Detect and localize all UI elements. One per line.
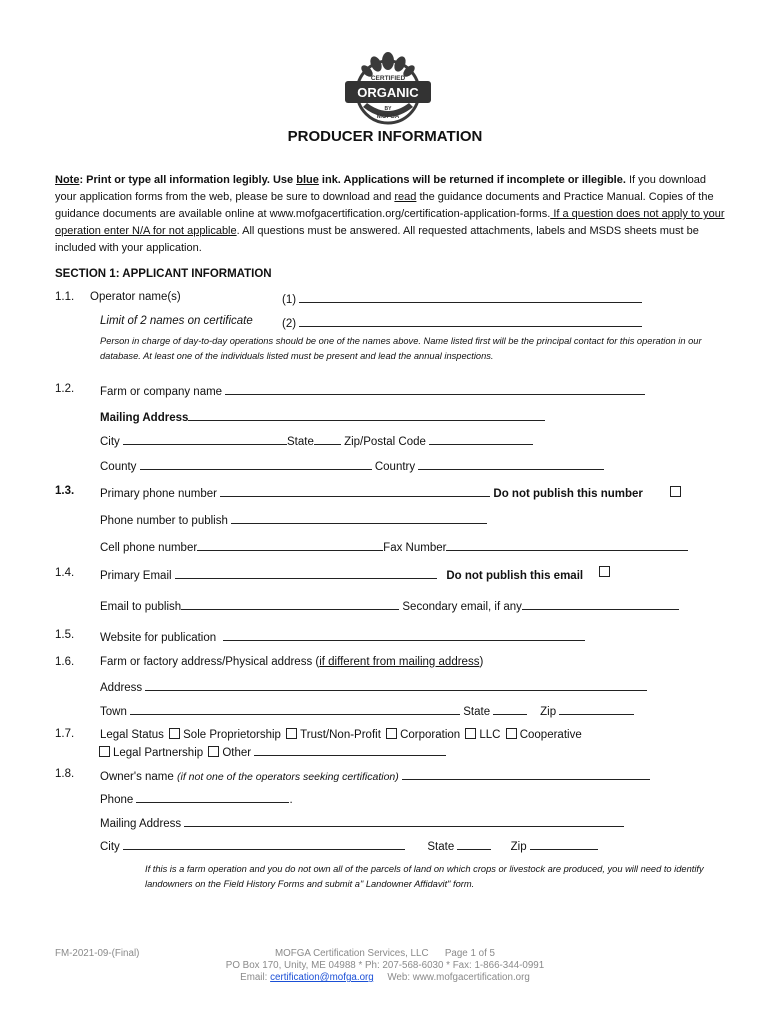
footer-page-number: Page 1 of 5 — [444, 948, 495, 959]
phone-publish-field[interactable] — [100, 512, 487, 527]
town-label: Town — [100, 706, 127, 718]
owner-phone-label: Phone — [100, 794, 134, 806]
corporation-checkbox[interactable] — [386, 728, 397, 739]
owner-state-label: State — [427, 841, 455, 853]
other-label: Other — [222, 747, 252, 759]
q1-2-number: 1.2. — [55, 383, 75, 395]
owner-phone-end: . — [289, 794, 293, 806]
primary-email-label: Primary Email — [100, 570, 172, 582]
owner-phone-field[interactable] — [100, 791, 293, 806]
note-text-a: If you download your application forms from the web, please be sure to download and — [55, 174, 707, 203]
address-label: Address — [100, 682, 143, 694]
legal-status-label: Legal Status — [100, 729, 164, 741]
q1-4-number: 1.4. — [55, 567, 75, 579]
legal-partnership-checkbox[interactable] — [99, 746, 110, 757]
owner-name-hint: (if not one of the operators seeking certification) — [176, 771, 399, 783]
llc-checkbox[interactable] — [465, 728, 476, 739]
owner-zip-label: Zip — [510, 841, 527, 853]
physical-address-label — [100, 656, 483, 668]
footer-web: Web: www.mofgacertification.org — [387, 972, 530, 983]
limit-names-label: Limit of 2 names on certificate — [100, 315, 253, 327]
town-state-zip-row[interactable] — [100, 703, 634, 718]
owner-city-label: City — [100, 841, 120, 853]
slot-2-label: (2) — [282, 318, 297, 330]
operator-name-1-field[interactable] — [282, 291, 642, 306]
email-publish-row[interactable] — [100, 598, 679, 613]
mailing-address-field[interactable] — [100, 409, 545, 424]
section-heading: SECTION 1: APPLICANT INFORMATION — [55, 268, 272, 280]
physical-address-label-u: if different from mailing address — [319, 656, 480, 668]
operator-name-label: Operator name(s) — [90, 291, 181, 303]
logo-mofga-text: MOFGA — [376, 114, 400, 120]
note-label: Note — [55, 174, 80, 186]
note-read: read — [394, 191, 417, 203]
footer-form-id: FM-2021-09-(Final) — [55, 948, 140, 959]
footer-email-label: Email: — [240, 972, 268, 983]
email-publish-label: Email to publish — [100, 601, 182, 613]
instructions-note — [55, 172, 727, 257]
sole-proprietorship-label: Sole Proprietorship — [183, 729, 281, 741]
trust-nonprofit-label: Trust/Non-Profit — [300, 729, 381, 741]
country-label: Country — [374, 461, 416, 473]
owner-city-state-zip-row[interactable] — [100, 838, 598, 853]
city-state-zip-row[interactable] — [100, 433, 533, 448]
primary-phone-field[interactable] — [100, 485, 643, 500]
q1-8-number: 1.8. — [55, 768, 75, 780]
landowner-note: If this is a farm operation and you do not own all of the parcels of land on which crops or livestock are produced, you will need to identify landowners on the Field History Forms and submit a" Landowner Affidavit" form. — [145, 864, 704, 889]
note-bold-b: ink. Applications will be returned if incomplete or illegible. — [318, 174, 626, 186]
q1-7-number: 1.7. — [55, 728, 75, 740]
phys-state-label: State — [463, 706, 491, 718]
physical-address-label-b: ) — [479, 656, 484, 668]
website-label: Website for publication — [100, 632, 217, 644]
county-country-row[interactable] — [100, 458, 604, 473]
primary-email-field[interactable] — [100, 567, 583, 582]
primary-phone-label: Primary phone number — [100, 488, 217, 500]
operator-name-2-field[interactable] — [282, 315, 642, 330]
q1-3-number: 1.3. — [55, 485, 75, 497]
zip-label: Zip/Postal Code — [344, 436, 426, 448]
owner-name-label: Owner's name — [100, 771, 174, 783]
legal-status-row-1 — [100, 728, 582, 741]
owner-mailing-field[interactable] — [100, 815, 624, 830]
mailing-address-label: Mailing Address — [100, 412, 189, 424]
city-label: City — [100, 436, 120, 448]
physical-address-label-a: Farm or factory address/Physical address ( — [100, 656, 320, 668]
website-field[interactable] — [100, 629, 585, 644]
secondary-email-label: Secondary email, if any — [402, 601, 522, 613]
state-label: State — [287, 436, 314, 448]
logo-organic-text: ORGANIC — [357, 85, 419, 100]
note-na-instruction: If a question does not apply to your operation enter N/A for not applicable — [55, 208, 725, 237]
mofga-certified-organic-logo — [343, 47, 433, 127]
fax-label: Fax Number — [383, 542, 447, 554]
logo-certified-text: CERTIFIED — [370, 75, 406, 82]
note-blue: blue — [296, 174, 319, 186]
phone-publish-label: Phone number to publish — [100, 515, 228, 527]
no-publish-email-checkbox[interactable] — [599, 566, 610, 577]
note-bold-a: : Print or type all information legibly. Use — [79, 174, 297, 186]
page-title: PRODUCER INFORMATION — [287, 128, 483, 145]
footer-org: MOFGA Certification Services, LLC — [275, 948, 429, 959]
owner-mailing-label: Mailing Address — [100, 818, 182, 830]
no-publish-email-label: Do not publish this email — [446, 570, 584, 582]
no-publish-phone-label: Do not publish this number — [493, 488, 643, 500]
logo-by-text: BY — [384, 106, 392, 112]
farm-name-field[interactable] — [100, 383, 645, 398]
cooperative-label: Cooperative — [519, 729, 582, 741]
corporation-label: Corporation — [400, 729, 461, 741]
physical-address-field[interactable] — [100, 679, 647, 694]
legal-status-row-2 — [97, 744, 446, 759]
slot-1-label: (1) — [282, 294, 297, 306]
footer-email-link[interactable]: certification@mofga.org — [270, 972, 374, 983]
operator-note: Person in charge of day-to-day operations should be one of the names above. Name listed first will be the principal contact for this operation in our database. At least one of the individuals listed must be present and lead the annual inspections. — [100, 336, 702, 361]
cooperative-checkbox[interactable] — [506, 728, 517, 739]
footer-line-1 — [0, 948, 770, 959]
phys-zip-label: Zip — [540, 706, 557, 718]
legal-partnership-label: Legal Partnership — [113, 747, 204, 759]
cell-phone-label: Cell phone number — [100, 542, 198, 554]
no-publish-phone-checkbox[interactable] — [670, 486, 681, 497]
footer-address: PO Box 170, Unity, ME 04988 * Ph: 207-568-6030 * Fax: 1-866-344-0991 — [225, 960, 545, 971]
farm-name-label: Farm or company name — [100, 386, 223, 398]
note-text-b: the guidance documents and Practice Manual. Copies of the guidance documents are available online at www.mofgacertification.org/certification-application-forms. — [55, 191, 714, 220]
q1-6-number: 1.6. — [55, 656, 75, 668]
trust-nonprofit-checkbox[interactable] — [286, 728, 297, 739]
other-checkbox[interactable] — [208, 746, 219, 757]
q1-5-number: 1.5. — [55, 629, 75, 641]
llc-label: LLC — [479, 729, 501, 741]
county-label: County — [100, 461, 137, 473]
owner-name-field[interactable] — [100, 768, 650, 783]
note-text-c: . All questions must be answered. All requested attachments, labels and MSDS sheets must be included with your application. — [55, 225, 699, 254]
sole-proprietorship-checkbox[interactable] — [169, 728, 180, 739]
footer-line-3 — [0, 972, 770, 983]
cell-fax-row[interactable] — [100, 539, 688, 554]
q1-1-number: 1.1. — [55, 291, 75, 303]
